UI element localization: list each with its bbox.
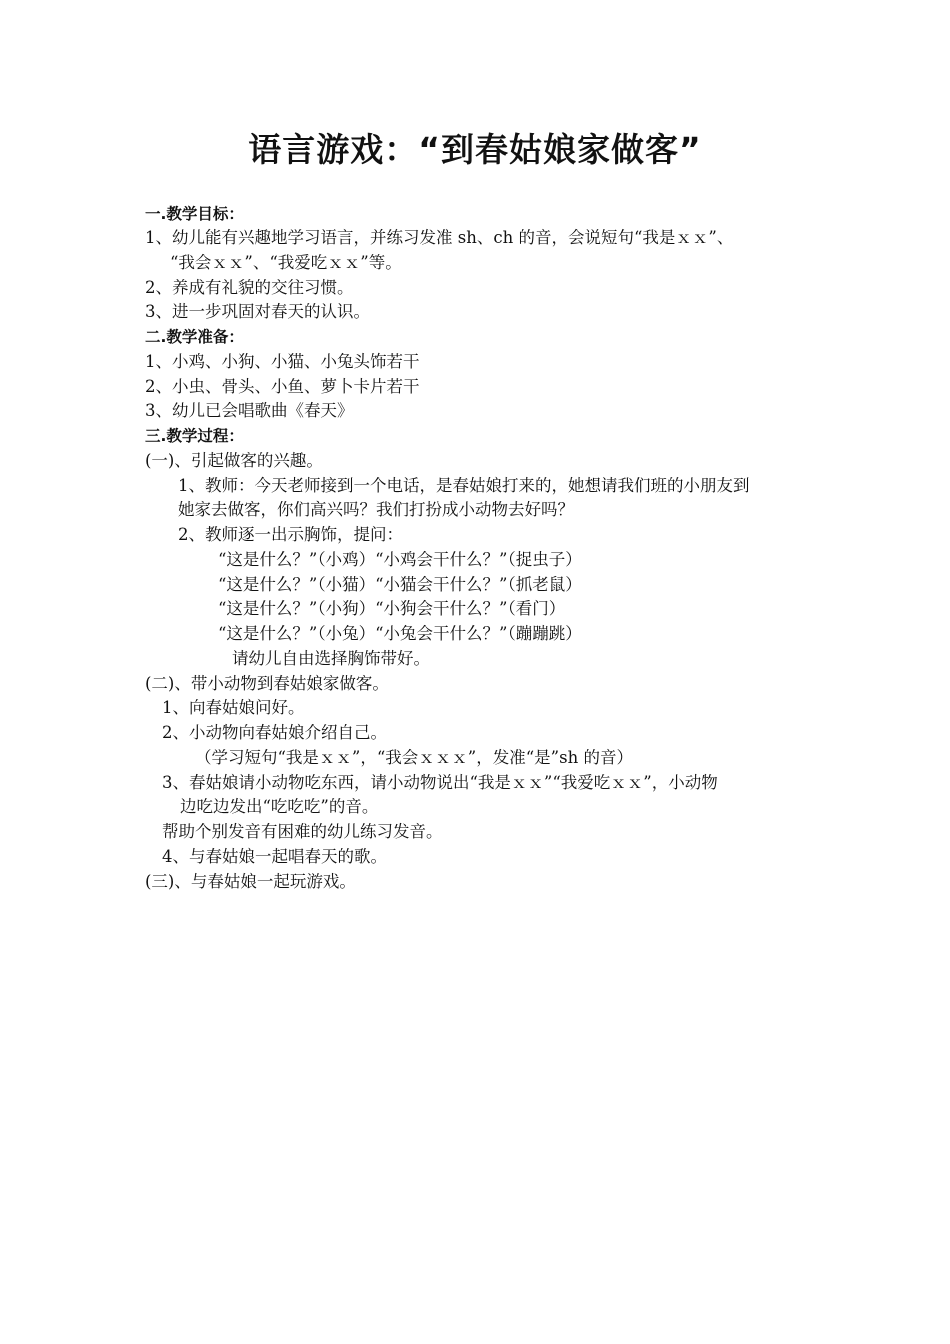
process-step-1: (一)、引起做客的兴趣。 [145, 451, 323, 470]
process-step-1-1: 1、教师：今天老师接到一个电话，是春姑娘打来的，她想请我们班的小朋友到 [178, 476, 750, 495]
goal-item-1: 1、幼儿能有兴趣地学习语言，并练习发准 sh、ch 的音，会说短句“我是ｘｘ”、 [145, 228, 734, 247]
process-step-2-3-cont: 边吃边发出“吃吃吃”的音。 [180, 797, 379, 816]
question-line-4: “这是什么？”（小兔）“小兔会干什么？”（蹦蹦跳） [218, 624, 582, 643]
prep-item-3: 3、幼儿已会唱歌曲《春天》 [145, 401, 354, 420]
process-step-2-4: 4、与春姑娘一起唱春天的歌。 [162, 847, 387, 866]
process-step-1-1-cont: 她家去做客，你们高兴吗？我们打扮成小动物去好吗？ [178, 500, 574, 519]
goal-item-1-cont: “我会ｘｘ”、“我爱吃ｘｘ”等。 [170, 253, 402, 272]
goal-item-3: 3、进一步巩固对春天的认识。 [145, 302, 370, 321]
process-step-2-2: 2、小动物向春姑娘介绍自己。 [162, 723, 387, 742]
process-step-2: (二)、带小动物到春姑娘家做客。 [145, 674, 389, 693]
process-step-2-2-note: （学习短句“我是ｘｘ”，“我会ｘｘｘ”，发准“是”sh 的音） [195, 748, 633, 767]
question-line-1: “这是什么？”（小鸡）“小鸡会干什么？”（捉虫子） [218, 550, 582, 569]
page-title: 语言游戏：“到春姑娘家做客” [248, 130, 702, 169]
process-step-3: (三)、与春姑娘一起玩游戏。 [145, 872, 356, 891]
prep-item-1: 1、小鸡、小狗、小猫、小兔头饰若干 [145, 352, 420, 371]
goal-item-2: 2、养成有礼貌的交往习惯。 [145, 278, 354, 297]
process-step-2-3: 3、春姑娘请小动物吃东西，请小动物说出“我是ｘｘ”“我爱吃ｘｘ”，小动物 [162, 773, 718, 792]
prep-item-2: 2、小虫、骨头、小鱼、萝卜卡片若干 [145, 377, 420, 396]
question-line-2: “这是什么？”（小猫）“小猫会干什么？”（抓老鼠） [218, 575, 582, 594]
process-step-2-1: 1、向春姑娘问好。 [162, 698, 305, 717]
section-heading-prep: 二.教学准备： [145, 328, 244, 346]
question-line-3: “这是什么？”（小狗）“小狗会干什么？”（看门） [218, 599, 566, 618]
process-step-2-help: 帮助个别发音有困难的幼儿练习发音。 [162, 822, 443, 841]
section-heading-process: 三.教学过程： [145, 427, 244, 445]
process-step-1-2: 2、教师逐一出示胸饰，提问： [178, 525, 403, 544]
section-heading-goals: 一.教学目标： [145, 205, 244, 223]
process-note: 请幼儿自由选择胸饰带好。 [232, 649, 430, 668]
